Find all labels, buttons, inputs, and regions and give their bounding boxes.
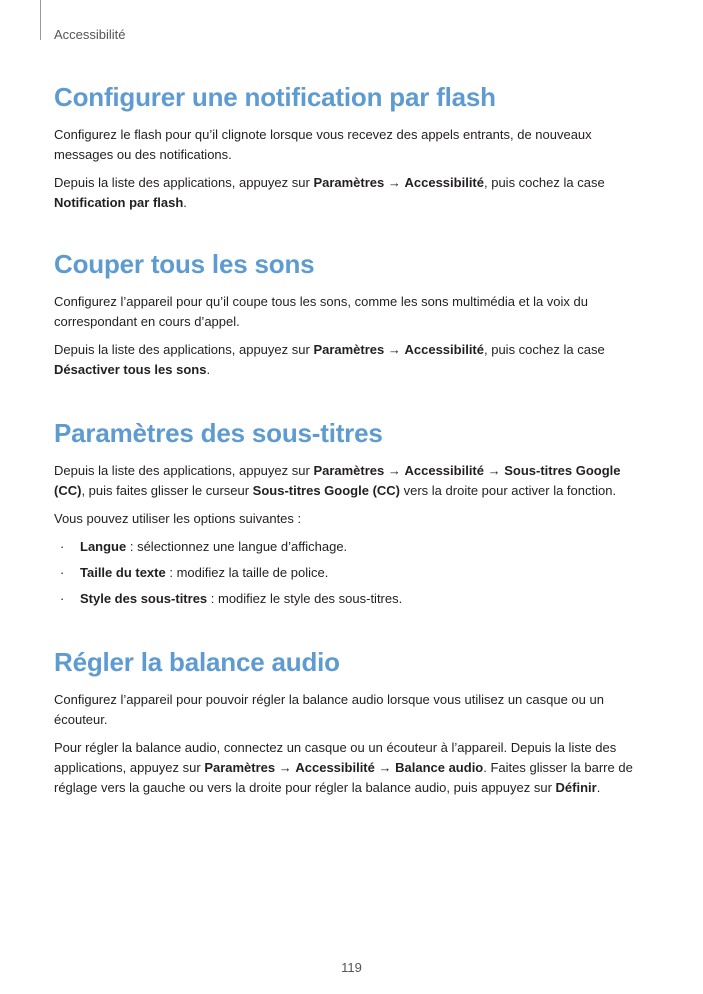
bullet-icon: · [60, 565, 65, 580]
text-run: Depuis la liste des applications, appuyez sur [54, 463, 314, 478]
section-intro: Configurez le flash pour qu’il clignote lorsque vous recevez des appels entrants, de nouveaux messages ou des notifications. [54, 127, 592, 162]
section-subtitles [54, 418, 644, 609]
options-list [54, 537, 644, 609]
menu-path-audio-balance: Balance audio [395, 760, 484, 775]
text-run: Depuis la liste des applications, appuyez sur [54, 175, 314, 190]
margin-rule [40, 0, 41, 40]
list-item [54, 589, 644, 609]
option-name: Style des sous-titres [80, 591, 208, 606]
bullet-icon: · [60, 539, 65, 554]
switch-name: Sous-titres Google (CC) [252, 483, 401, 498]
text-run: Depuis la liste des applications, appuyez sur [54, 342, 314, 357]
text-run: . [183, 195, 187, 210]
bullet-icon: · [60, 591, 65, 606]
menu-path-accessibility: Accessibilité [404, 175, 484, 190]
list-item [54, 537, 644, 557]
text-run: , puis cochez la case [484, 175, 605, 190]
menu-path-google-subtitles: Sous-titres Google (CC) [54, 463, 621, 498]
option-name: Taille du texte [80, 565, 166, 580]
section-title: Paramètres des sous-titres [54, 418, 383, 448]
menu-path-settings: Paramètres [313, 342, 385, 357]
option-name: Notification par flash [54, 195, 184, 210]
menu-path-settings: Paramètres [204, 760, 276, 775]
option-desc: : modifiez la taille de police. [165, 565, 329, 580]
option-desc: : sélectionnez une langue d’affichage. [126, 539, 348, 554]
text-run: . Faites glisser la barre de réglage vers la gauche ou vers la droite pour régler la balance audio, puis appuyez sur [54, 760, 633, 795]
section-intro: Configurez l’appareil pour qu’il coupe tous les sons, comme les sons multimédia et la voix du correspondant en cours d’appel. [54, 294, 588, 329]
arrow-icon: → [384, 175, 405, 190]
page-number: 119 [341, 960, 362, 975]
menu-path-accessibility: Accessibilité [404, 463, 484, 478]
arrow-icon: → [484, 463, 505, 478]
list-item [54, 563, 644, 583]
section-audio-balance [54, 647, 644, 798]
section-flash-notification [54, 82, 644, 213]
arrow-icon: → [275, 760, 296, 775]
text-run: , puis faites glisser le curseur [81, 483, 253, 498]
option-name: Langue [80, 539, 127, 554]
menu-path-accessibility: Accessibilité [295, 760, 375, 775]
page-content [54, 82, 644, 836]
options-intro: Vous pouvez utiliser les options suivantes : [54, 511, 302, 526]
section-intro: Configurez l’appareil pour pouvoir régler la balance audio lorsque vous utilisez un casque ou un écouteur. [54, 692, 604, 727]
section-title: Configurer une notification par flash [54, 82, 496, 112]
text-run: . [596, 780, 601, 795]
menu-path-settings: Paramètres [313, 463, 385, 478]
menu-path-settings: Paramètres [313, 175, 385, 190]
arrow-icon: → [384, 342, 405, 357]
confirm-button-name: Définir [555, 780, 597, 795]
option-name: Désactiver tous les sons [54, 362, 207, 377]
section-mute-all-sounds [54, 249, 644, 380]
option-desc: : modifiez le style des sous-titres. [207, 591, 403, 606]
text-run: Pour régler la balance audio, connectez un casque ou un écouteur à l’appareil. Depuis la liste des applications, appuyez sur [54, 740, 617, 775]
section-title: Régler la balance audio [54, 647, 340, 677]
running-header: Accessibilité [54, 27, 126, 42]
menu-path-accessibility: Accessibilité [404, 342, 484, 357]
text-run: , puis cochez la case [484, 342, 605, 357]
text-run: vers la droite pour activer la fonction. [400, 483, 617, 498]
arrow-icon: → [384, 463, 405, 478]
section-instructions [54, 340, 644, 380]
section-instructions [54, 461, 644, 501]
section-title: Couper tous les sons [54, 249, 315, 279]
section-instructions [54, 738, 644, 798]
section-instructions [54, 173, 644, 213]
text-run: . [206, 362, 211, 377]
arrow-icon: → [374, 760, 396, 775]
